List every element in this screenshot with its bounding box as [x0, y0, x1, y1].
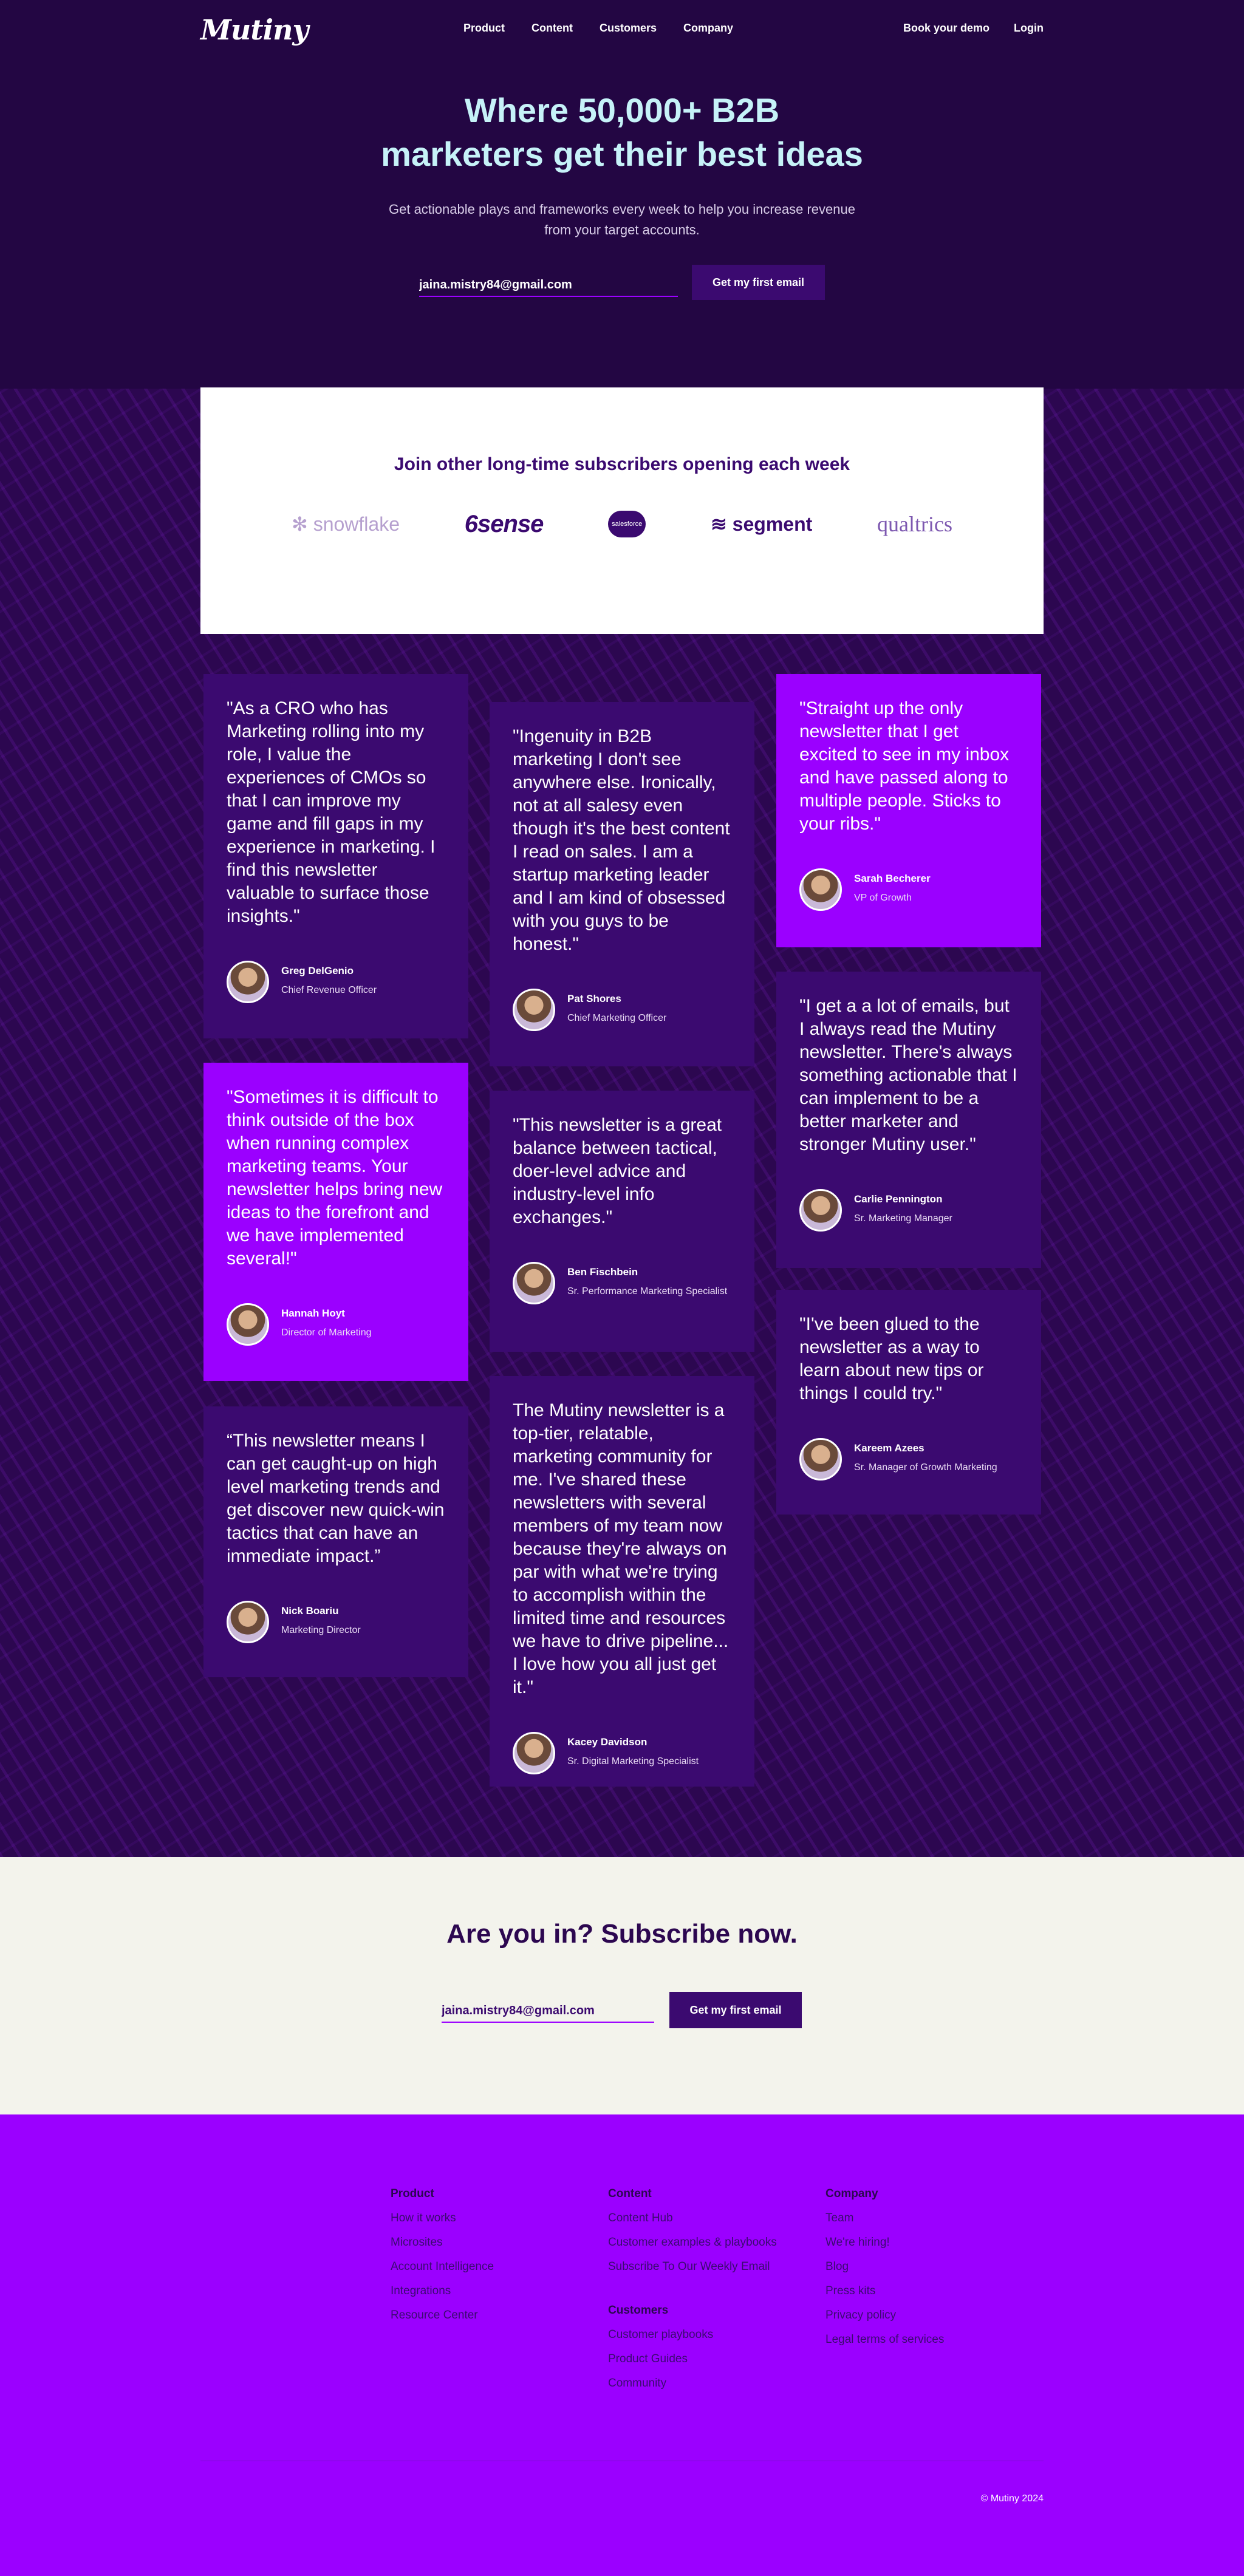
testimonial-author [227, 1303, 445, 1346]
footer-link[interactable]: Resource Center [391, 2309, 478, 2322]
footer-link[interactable]: Product Guides [608, 2353, 688, 2365]
footer-heading: Content [608, 2187, 652, 2200]
author-role: Sr. Performance Marketing Specialist [567, 1286, 728, 1297]
nav-content[interactable]: Content [531, 22, 573, 34]
testimonial-quote: "I've been glued to the newsletter as a way to learn about new tips or things I could try." [799, 1314, 984, 1403]
copyright: © Mutiny 2024 [980, 2493, 1044, 2504]
mutiny-logo[interactable]: Mutiny [200, 13, 309, 46]
author-name: Kacey Davidson [567, 1736, 648, 1748]
footer-link[interactable]: Blog [825, 2260, 849, 2273]
author-name: Carlie Pennington [854, 1193, 943, 1205]
login-link[interactable]: Login [1014, 22, 1044, 34]
author-name: Ben Fischbein [567, 1266, 638, 1278]
footer-link[interactable]: Subscribe To Our Weekly Email [608, 2260, 770, 2273]
footer-link[interactable]: Legal terms of services [825, 2333, 945, 2346]
testimonial-author [799, 1438, 1018, 1481]
testimonial-author [227, 961, 445, 1003]
footer-content-column [608, 2187, 777, 2401]
footer-product-column [391, 2187, 494, 2333]
author-role: Chief Marketing Officer [567, 1013, 667, 1023]
avatar [513, 1732, 555, 1774]
testimonial-author [513, 1732, 731, 1774]
customer-logos-card [200, 387, 1044, 634]
avatar [799, 868, 842, 911]
author-role: Director of Marketing [281, 1327, 372, 1338]
author-role: Chief Revenue Officer [281, 985, 377, 995]
avatar [799, 1438, 842, 1481]
logo-row [292, 503, 952, 545]
footer-link[interactable]: Customer examples & playbooks [608, 2236, 777, 2249]
footer-heading: Customers [608, 2304, 669, 2317]
nav-customers[interactable]: Customers [600, 22, 657, 34]
testimonial-card [776, 674, 1041, 947]
6sense-logo: 6sense [464, 510, 544, 537]
author-role: Sr. Marketing Manager [854, 1213, 952, 1224]
logos-title: Join other long-time subscribers opening each week [394, 454, 850, 474]
footer-company-column [825, 2187, 944, 2357]
testimonial-card [776, 1290, 1041, 1515]
footer-link[interactable]: Team [825, 2212, 854, 2224]
hero-subtitle: Get actionable plays and frameworks every week to help you increase revenue from your target accounts. [389, 202, 855, 237]
nav-product[interactable]: Product [463, 22, 505, 34]
footer-heading: Company [825, 2187, 878, 2200]
testimonial-author [513, 1262, 731, 1304]
nav-company[interactable]: Company [683, 22, 734, 34]
testimonial-quote: The Mutiny newsletter is a top-tier, relatable, marketing community for me. I've shared these newsletters with several members of my team now because they're always on par with what we're trying to accomplish within the limited time and resources we have to drive pipeline... I love how you all just get it." [513, 1400, 729, 1697]
footer-link[interactable]: Community [608, 2377, 667, 2390]
nav-actions [903, 22, 1044, 35]
footer-link[interactable]: Customer playbooks [608, 2328, 714, 2341]
author-name: Hannah Hoyt [281, 1307, 345, 1319]
footer-link[interactable]: Content Hub [608, 2212, 673, 2224]
book-demo-link[interactable]: Book your demo [903, 22, 990, 34]
avatar [513, 1262, 555, 1304]
testimonial-card [490, 1376, 754, 1787]
testimonial-quote: “This newsletter means I can get caught-up on high level marketing trends and get discover new quick-win tactics that can have an immediate impact.” [227, 1431, 445, 1566]
footer-link[interactable]: Account Intelligence [391, 2260, 494, 2273]
segment-logo: ≋ segment [710, 513, 813, 535]
snowflake-logo: ✻ snowflake [292, 513, 400, 535]
avatar [799, 1189, 842, 1232]
testimonial-card [490, 1091, 754, 1352]
subscribe-title: Are you in? Subscribe now. [446, 1919, 798, 1949]
author-role: VP of Growth [854, 893, 912, 903]
testimonial-author [799, 868, 1018, 911]
author-name: Nick Boariu [281, 1605, 339, 1617]
author-name: Pat Shores [567, 993, 621, 1004]
hero-subscribe-button[interactable]: Get my first email [692, 265, 825, 300]
testimonial-author [513, 989, 731, 1031]
top-nav [200, 13, 1044, 47]
avatar [513, 989, 555, 1031]
subscribe-button[interactable]: Get my first email [669, 1992, 802, 2028]
testimonial-card [203, 674, 468, 1038]
footer-link[interactable]: Microsites [391, 2236, 443, 2249]
avatar [227, 1601, 269, 1643]
testimonial-quote: "I get a a lot of emails, but I always read the Mutiny newsletter. There's always something actionable that I can implement to be a better marketer and stronger Mutiny user." [799, 996, 1017, 1154]
footer-heading: Product [391, 2187, 434, 2200]
avatar [227, 961, 269, 1003]
qualtrics-logo: qualtrics [877, 512, 952, 536]
testimonial-quote: "As a CRO who has Marketing rolling into my role, I value the experiences of CMOs so that I can improve my game and fill gaps in my experience in marketing. I find this newsletter valuable to surface those insights." [227, 698, 436, 926]
testimonial-card [490, 702, 754, 1066]
avatar [227, 1303, 269, 1346]
author-name: Greg DelGenio [281, 965, 354, 976]
hero-title [0, 89, 1244, 176]
testimonial-quote: "Ingenuity in B2B marketing I don't see anywhere else. Ironically, not at all salesy even though it's the best content I read on sales. I am a startup marketing leader and I am kind of obsessed with you guys to be honest." [513, 726, 730, 954]
testimonial-quote: "Sometimes it is difficult to think outside of the box when running complex marketing teams. Your newsletter helps bring new ideas to the forefront and we have implemented several!" [227, 1087, 443, 1269]
subscribe-email-input[interactable] [442, 2004, 654, 2023]
hero-title-line-1: Where 50,000+ B2B [464, 91, 780, 129]
author-name: Kareem Azees [854, 1442, 924, 1454]
footer-link[interactable]: Press kits [825, 2285, 876, 2297]
hero-title-line-2: marketers get their best ideas [381, 135, 863, 173]
salesforce-logo: salesforce [608, 511, 646, 537]
testimonial-card [203, 1063, 468, 1381]
author-name: Sarah Becherer [854, 873, 931, 884]
author-role: Sr. Manager of Growth Marketing [854, 1462, 997, 1473]
footer [0, 2114, 1244, 2576]
testimonial-author [799, 1189, 1018, 1232]
testimonial-quote: "This newsletter is a great balance between tactical, doer-level advice and industry-level info exchanges." [513, 1115, 722, 1227]
footer-link[interactable]: Integrations [391, 2285, 451, 2297]
testimonial-card [203, 1406, 468, 1677]
hero-email-input[interactable] [419, 278, 678, 297]
author-role: Sr. Digital Marketing Specialist [567, 1756, 699, 1767]
testimonial-quote: "Straight up the only newsletter that I get excited to see in my inbox and have passed along to multiple people. Sticks to your ribs." [799, 698, 1010, 834]
footer-link[interactable]: How it works [391, 2212, 456, 2224]
footer-link[interactable]: We're hiring! [825, 2236, 890, 2249]
footer-link[interactable]: Privacy policy [825, 2309, 897, 2322]
testimonial-author [227, 1601, 445, 1643]
author-role: Marketing Director [281, 1625, 361, 1635]
testimonial-card [776, 972, 1041, 1268]
nav-links [463, 22, 733, 35]
